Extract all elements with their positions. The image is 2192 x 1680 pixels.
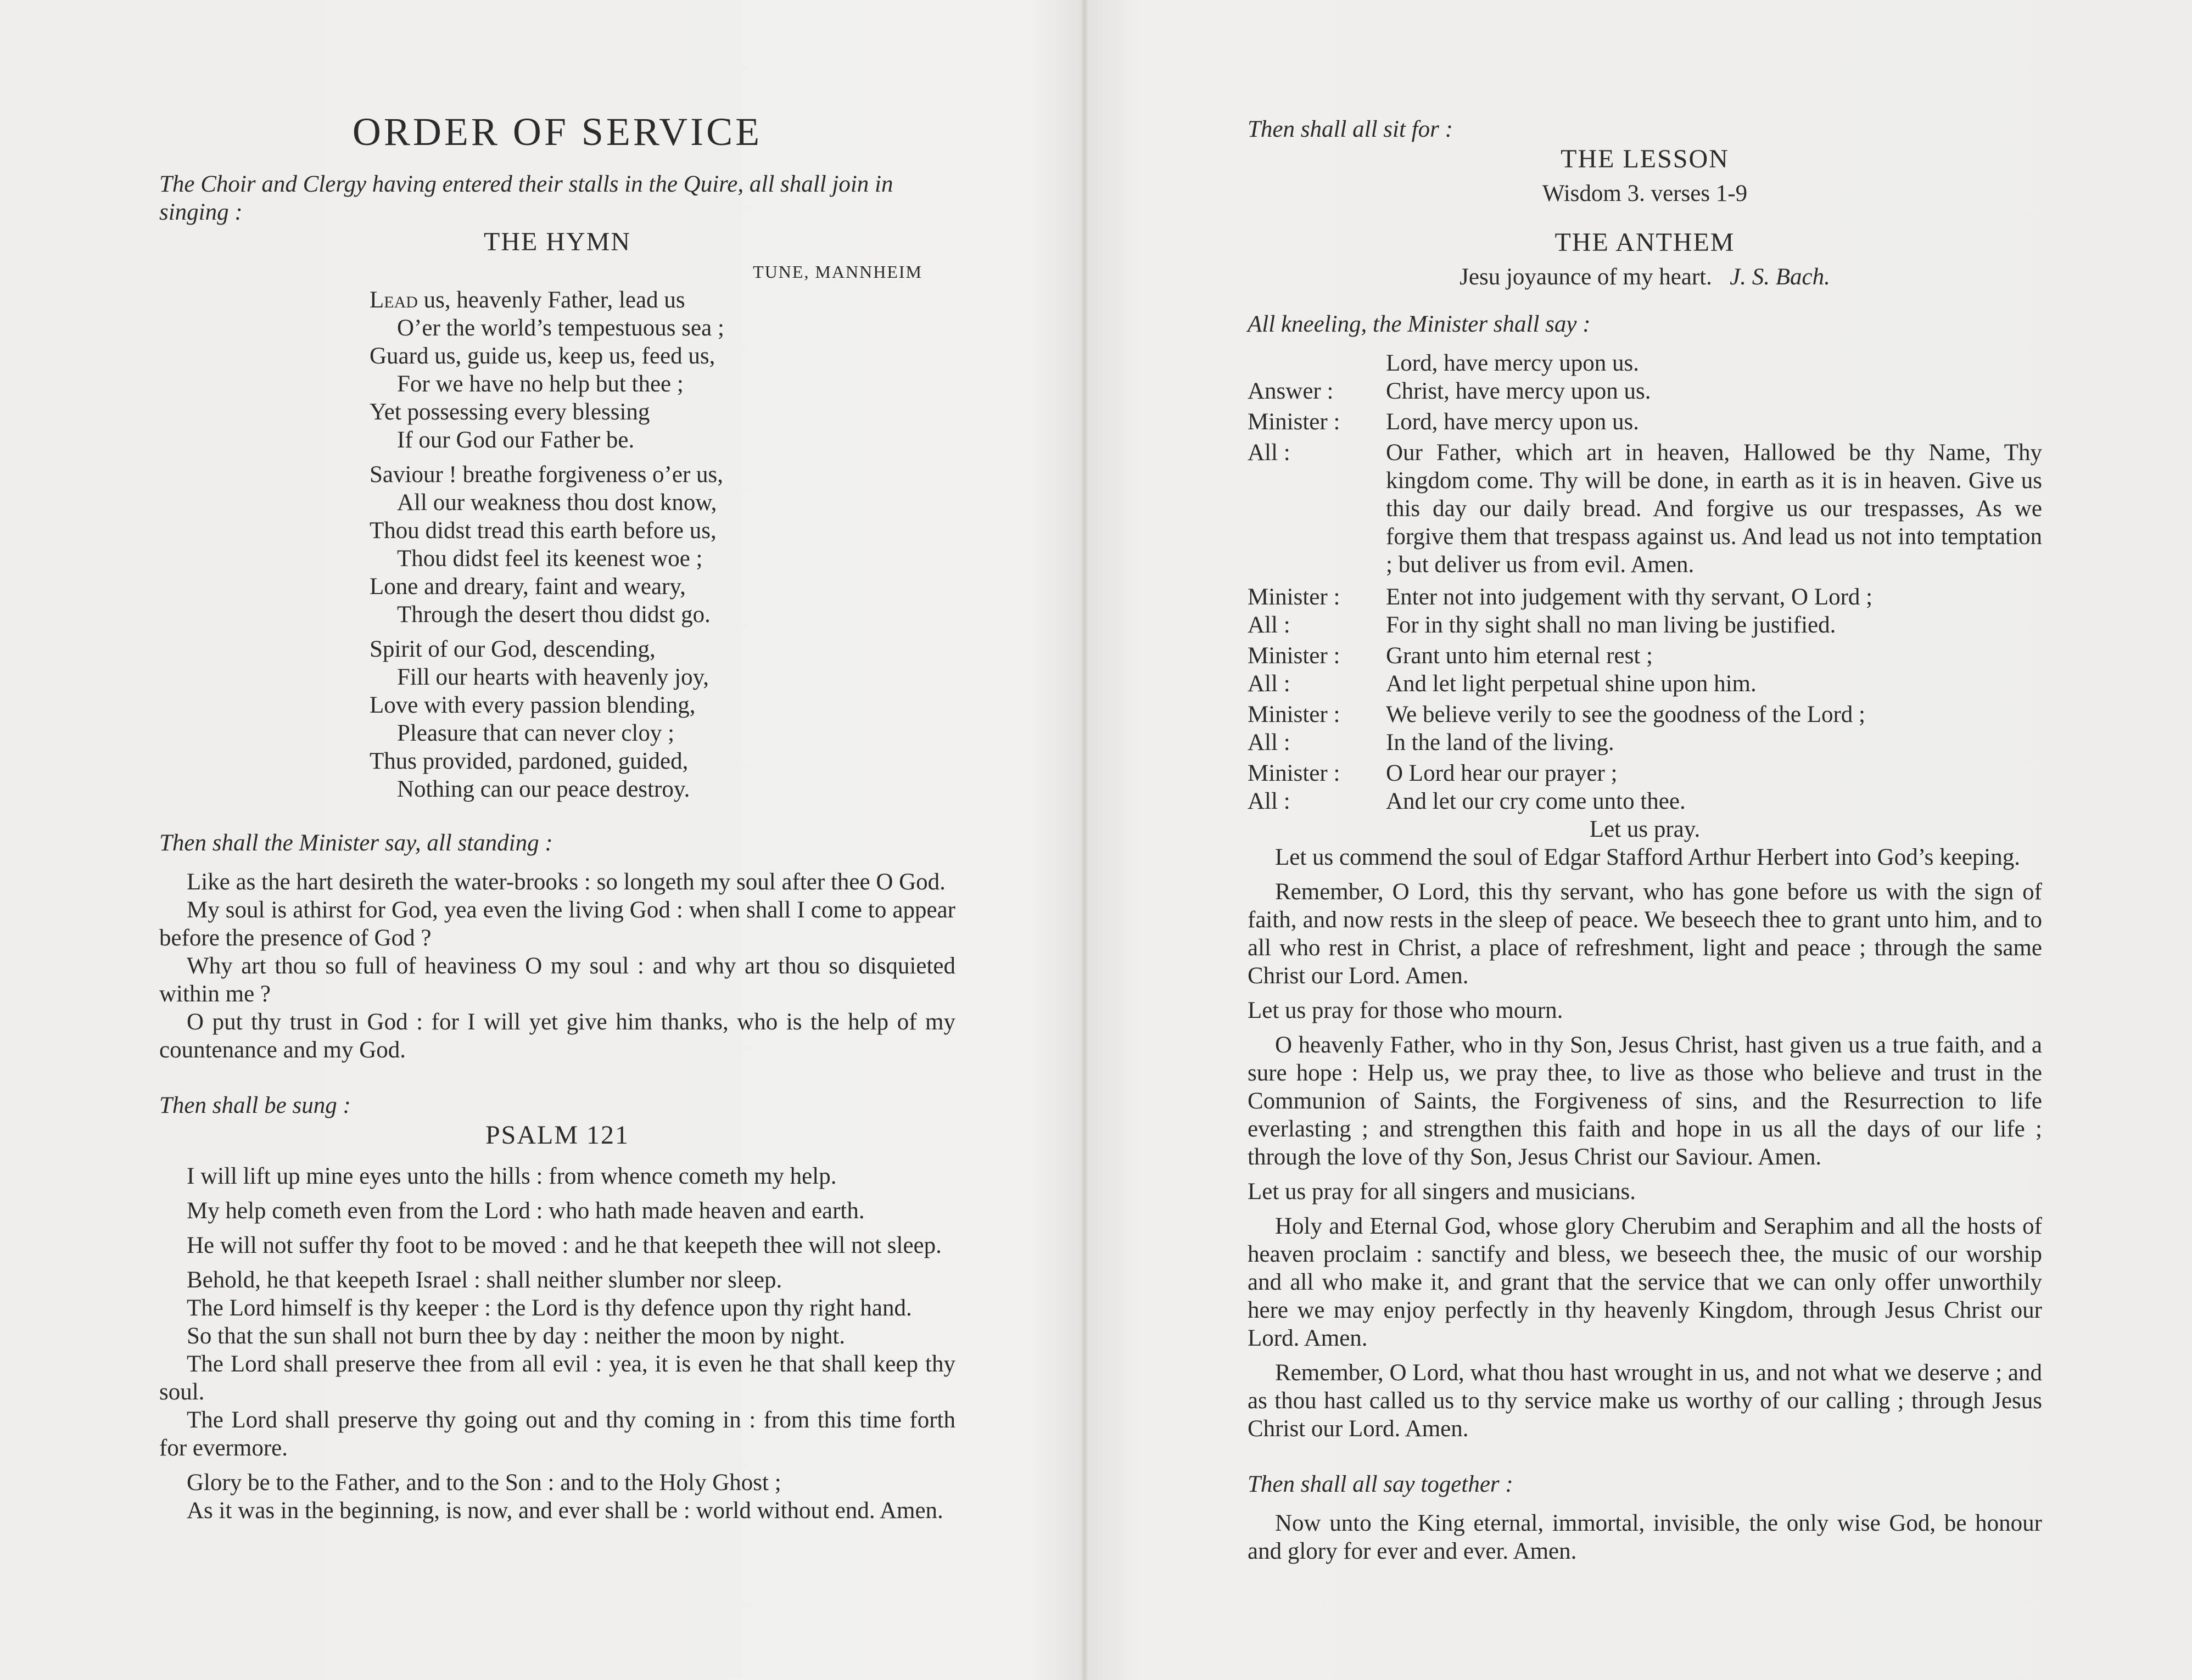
speaker: Minister : [1248, 760, 1340, 786]
singers-intro: Let us pray for all singers and musicians. [1248, 1179, 1636, 1205]
response: And let light perpetual shine upon him. [1386, 671, 1757, 697]
let-us-pray: Let us pray. [1589, 816, 1701, 842]
psalm-verse: My help cometh even from the Lord : who hath made heaven and earth. [187, 1198, 865, 1224]
psalm-verse: Glory be to the Father, and to the Son : and to the Holy Ghost ; [187, 1470, 781, 1496]
hymn-line: Thus provided, pardoned, guided, [370, 748, 689, 774]
psalm-verse: He will not suffer thy foot to be moved : and he that keepeth thee will not sleep. [187, 1233, 942, 1258]
hymn-line: Love with every passion blending, [370, 692, 696, 718]
speaker: All : [1248, 730, 1290, 755]
speaker: All : [1248, 440, 1290, 466]
hymn-line: Pleasure that can never cloy ; [397, 720, 675, 746]
anthem-title: Jesu joyaunce of my heart. [1460, 264, 1712, 290]
sung-rubric: Then shall be sung : [159, 1093, 351, 1118]
psalm-verse: As it was in the beginning, is now, and ever shall be : world without end. Amen. [187, 1498, 943, 1524]
doxology: Now unto the King eternal, immortal, invisible, the only wise God, be honour and glory for ever and ever. Amen. [1248, 1510, 2042, 1564]
page-title: ORDER OF SERVICE [352, 110, 763, 154]
sentence: My soul is athirst for God, yea even the living God : when shall I come to appear before the presence of God ? [159, 897, 955, 951]
speaker: All : [1248, 612, 1290, 638]
response: O Lord hear our prayer ; [1386, 760, 1618, 786]
psalm-verse: Behold, he that keepeth Israel : shall neither slumber nor sleep. [187, 1267, 782, 1293]
response: We believe verily to see the goodness of the Lord ; [1386, 702, 1865, 727]
hymn-tune: TUNE, MANNHEIM [753, 262, 922, 282]
prayer-musicians: Holy and Eternal God, whose glory Cherubim and Seraphim and all the hosts of heaven proclaim : sanctify and bless, we beseech thee, the music of our worship and all who make it, and grant that the service that we can only offer unworthily here we may enjoy perfectly in thy heavenly Kingdom, through Jesus Christ our Lord. Amen. [1248, 1213, 2042, 1351]
hymn-stanza [370, 635, 955, 803]
response: In the land of the living. [1386, 730, 1614, 755]
speaker: Minister : [1248, 702, 1340, 727]
sit-rubric: Then shall all sit for : [1248, 116, 1453, 142]
sentence: O put thy trust in God : for I will yet give him thanks, who is the help of my countenance and my God. [159, 1009, 955, 1063]
psalm-verse: The Lord himself is thy keeper : the Lord is thy defence upon thy right hand. [187, 1295, 912, 1321]
prayer-mourners: O heavenly Father, who in thy Son, Jesus Christ, hast given us a true faith, and a sure hope : Help us, we pray thee, to live as those who believe and trust in the Communion of Saints, the Forgiveness of sins, and the Resurrection to life everlasting ; and strengthen this faith and hope in us all the days of our life ; through the love of thy Son, Jesus Christ our Saviour. Amen. [1248, 1032, 2042, 1170]
anthem-line [1248, 263, 2042, 291]
versicles [1248, 349, 2042, 815]
hymn-stanza [370, 461, 955, 629]
speaker: Minister : [1248, 584, 1340, 610]
hymn-line: Fill our hearts with heavenly joy, [397, 664, 709, 690]
hymn-text [370, 286, 955, 803]
hymn-line: Through the desert thou didst go. [397, 602, 711, 628]
anthem-composer: J. S. Bach. [1730, 264, 1830, 290]
hymn-line: O’er the world’s tempestuous sea ; [397, 315, 724, 341]
hymn-line: All our weakness thou dost know, [397, 490, 717, 516]
commendation: Let us commend the soul of Edgar Stafford Arthur Herbert into God’s keeping. [1275, 844, 2020, 870]
hymn-line: Spirit of our God, descending, [370, 636, 656, 662]
hymn-line: Guard us, guide us, keep us, feed us, [370, 343, 715, 369]
hymn-line: Lone and dreary, faint and weary, [370, 574, 686, 600]
mourn-intro: Let us pray for those who mourn. [1248, 998, 1563, 1023]
hymn-line: Yet possessing every blessing [370, 399, 650, 425]
response: Christ, have mercy upon us. [1386, 378, 1651, 404]
minister-rubric: Then shall the Minister say, all standing : [159, 830, 553, 856]
response: And let our cry come unto thee. [1386, 788, 1686, 814]
intro-rubric: The Choir and Clergy having entered their stalls in the Quire, all shall join in singing : [159, 171, 893, 225]
response: Grant unto him eternal rest ; [1386, 643, 1653, 669]
response: Lord, have mercy upon us. [1386, 409, 1639, 435]
lords-prayer: Our Father, which art in heaven, Hallowed be thy Name, Thy kingdom come. Thy will be done, in earth as it is in heaven. Give us this day our daily bread. And forgive us our trespasses, As we forgive them that trespass against us. And lead us not into temptation ; but deliver us from evil. Amen. [1386, 440, 2042, 578]
hymn-line: If our God our Father be. [397, 427, 635, 453]
anthem-heading: THE ANTHEM [1554, 228, 1735, 257]
psalm-verse: So that the sun shall not burn thee by day : neither the moon by night. [187, 1323, 846, 1349]
center-fold [1081, 0, 1088, 1680]
prayer-remember-calling: Remember, O Lord, what thou hast wrought in us, and not what we deserve ; and as thou hast called us to thy service make us worthy of our calling ; through Jesus Christ our Lord. Amen. [1248, 1360, 2042, 1442]
hymn-line: Nothing can our peace destroy. [397, 776, 690, 802]
hymn-stanza [370, 286, 955, 454]
response: Enter not into judgement with thy servant, O Lord ; [1386, 584, 1873, 610]
hymn-line: Thou didst tread this earth before us, [370, 518, 717, 544]
psalm-verse: The Lord shall preserve thy going out and thy coming in : from this time forth for evermore. [159, 1407, 955, 1461]
kneel-rubric: All kneeling, the Minister shall say : [1248, 311, 1591, 337]
speaker: Minister : [1248, 643, 1340, 669]
response: For in thy sight shall no man living be justified. [1386, 612, 1836, 638]
lesson-heading: THE LESSON [1561, 144, 1729, 173]
hymn-line: Lead us, heavenly Father, lead us [370, 287, 685, 313]
psalm-heading: PSALM 121 [485, 1121, 630, 1150]
sentence: Why art thou so full of heaviness O my soul : and why art thou so disquieted within me ? [159, 953, 955, 1007]
together-rubric: Then shall all say together : [1248, 1471, 1513, 1497]
psalm-verse: The Lord shall preserve thee from all evil : yea, it is even he that shall keep thy soul. [159, 1351, 955, 1405]
psalm-verse: I will lift up mine eyes unto the hills : from whence cometh my help. [187, 1163, 837, 1189]
left-page [159, 0, 955, 1525]
response: Lord, have mercy upon us. [1386, 350, 1639, 376]
speaker [1248, 349, 1386, 377]
sentence: Like as the hart desireth the water-brooks : so longeth my soul after thee O God. [187, 869, 946, 895]
hymn-line: Thou didst feel its keenest woe ; [397, 546, 703, 572]
prayer-remember: Remember, O Lord, this thy servant, who has gone before us with the sign of faith, and now rests in the sleep of peace. We beseech thee to grant unto him, and to all who rest in Christ, a place of refreshment, light and peace ; through the same Christ our Lord. Amen. [1248, 879, 2042, 989]
speaker: All : [1248, 788, 1290, 814]
right-page [1248, 0, 2042, 1565]
speaker: Minister : [1248, 409, 1340, 435]
hymn-line: For we have no help but thee ; [397, 371, 684, 397]
hymn-heading: THE HYMN [484, 227, 631, 256]
speaker: Answer : [1248, 378, 1334, 404]
lesson-reference: Wisdom 3. verses 1-9 [1542, 181, 1748, 206]
speaker: All : [1248, 671, 1290, 697]
hymn-line: Saviour ! breathe forgiveness o’er us, [370, 462, 724, 488]
